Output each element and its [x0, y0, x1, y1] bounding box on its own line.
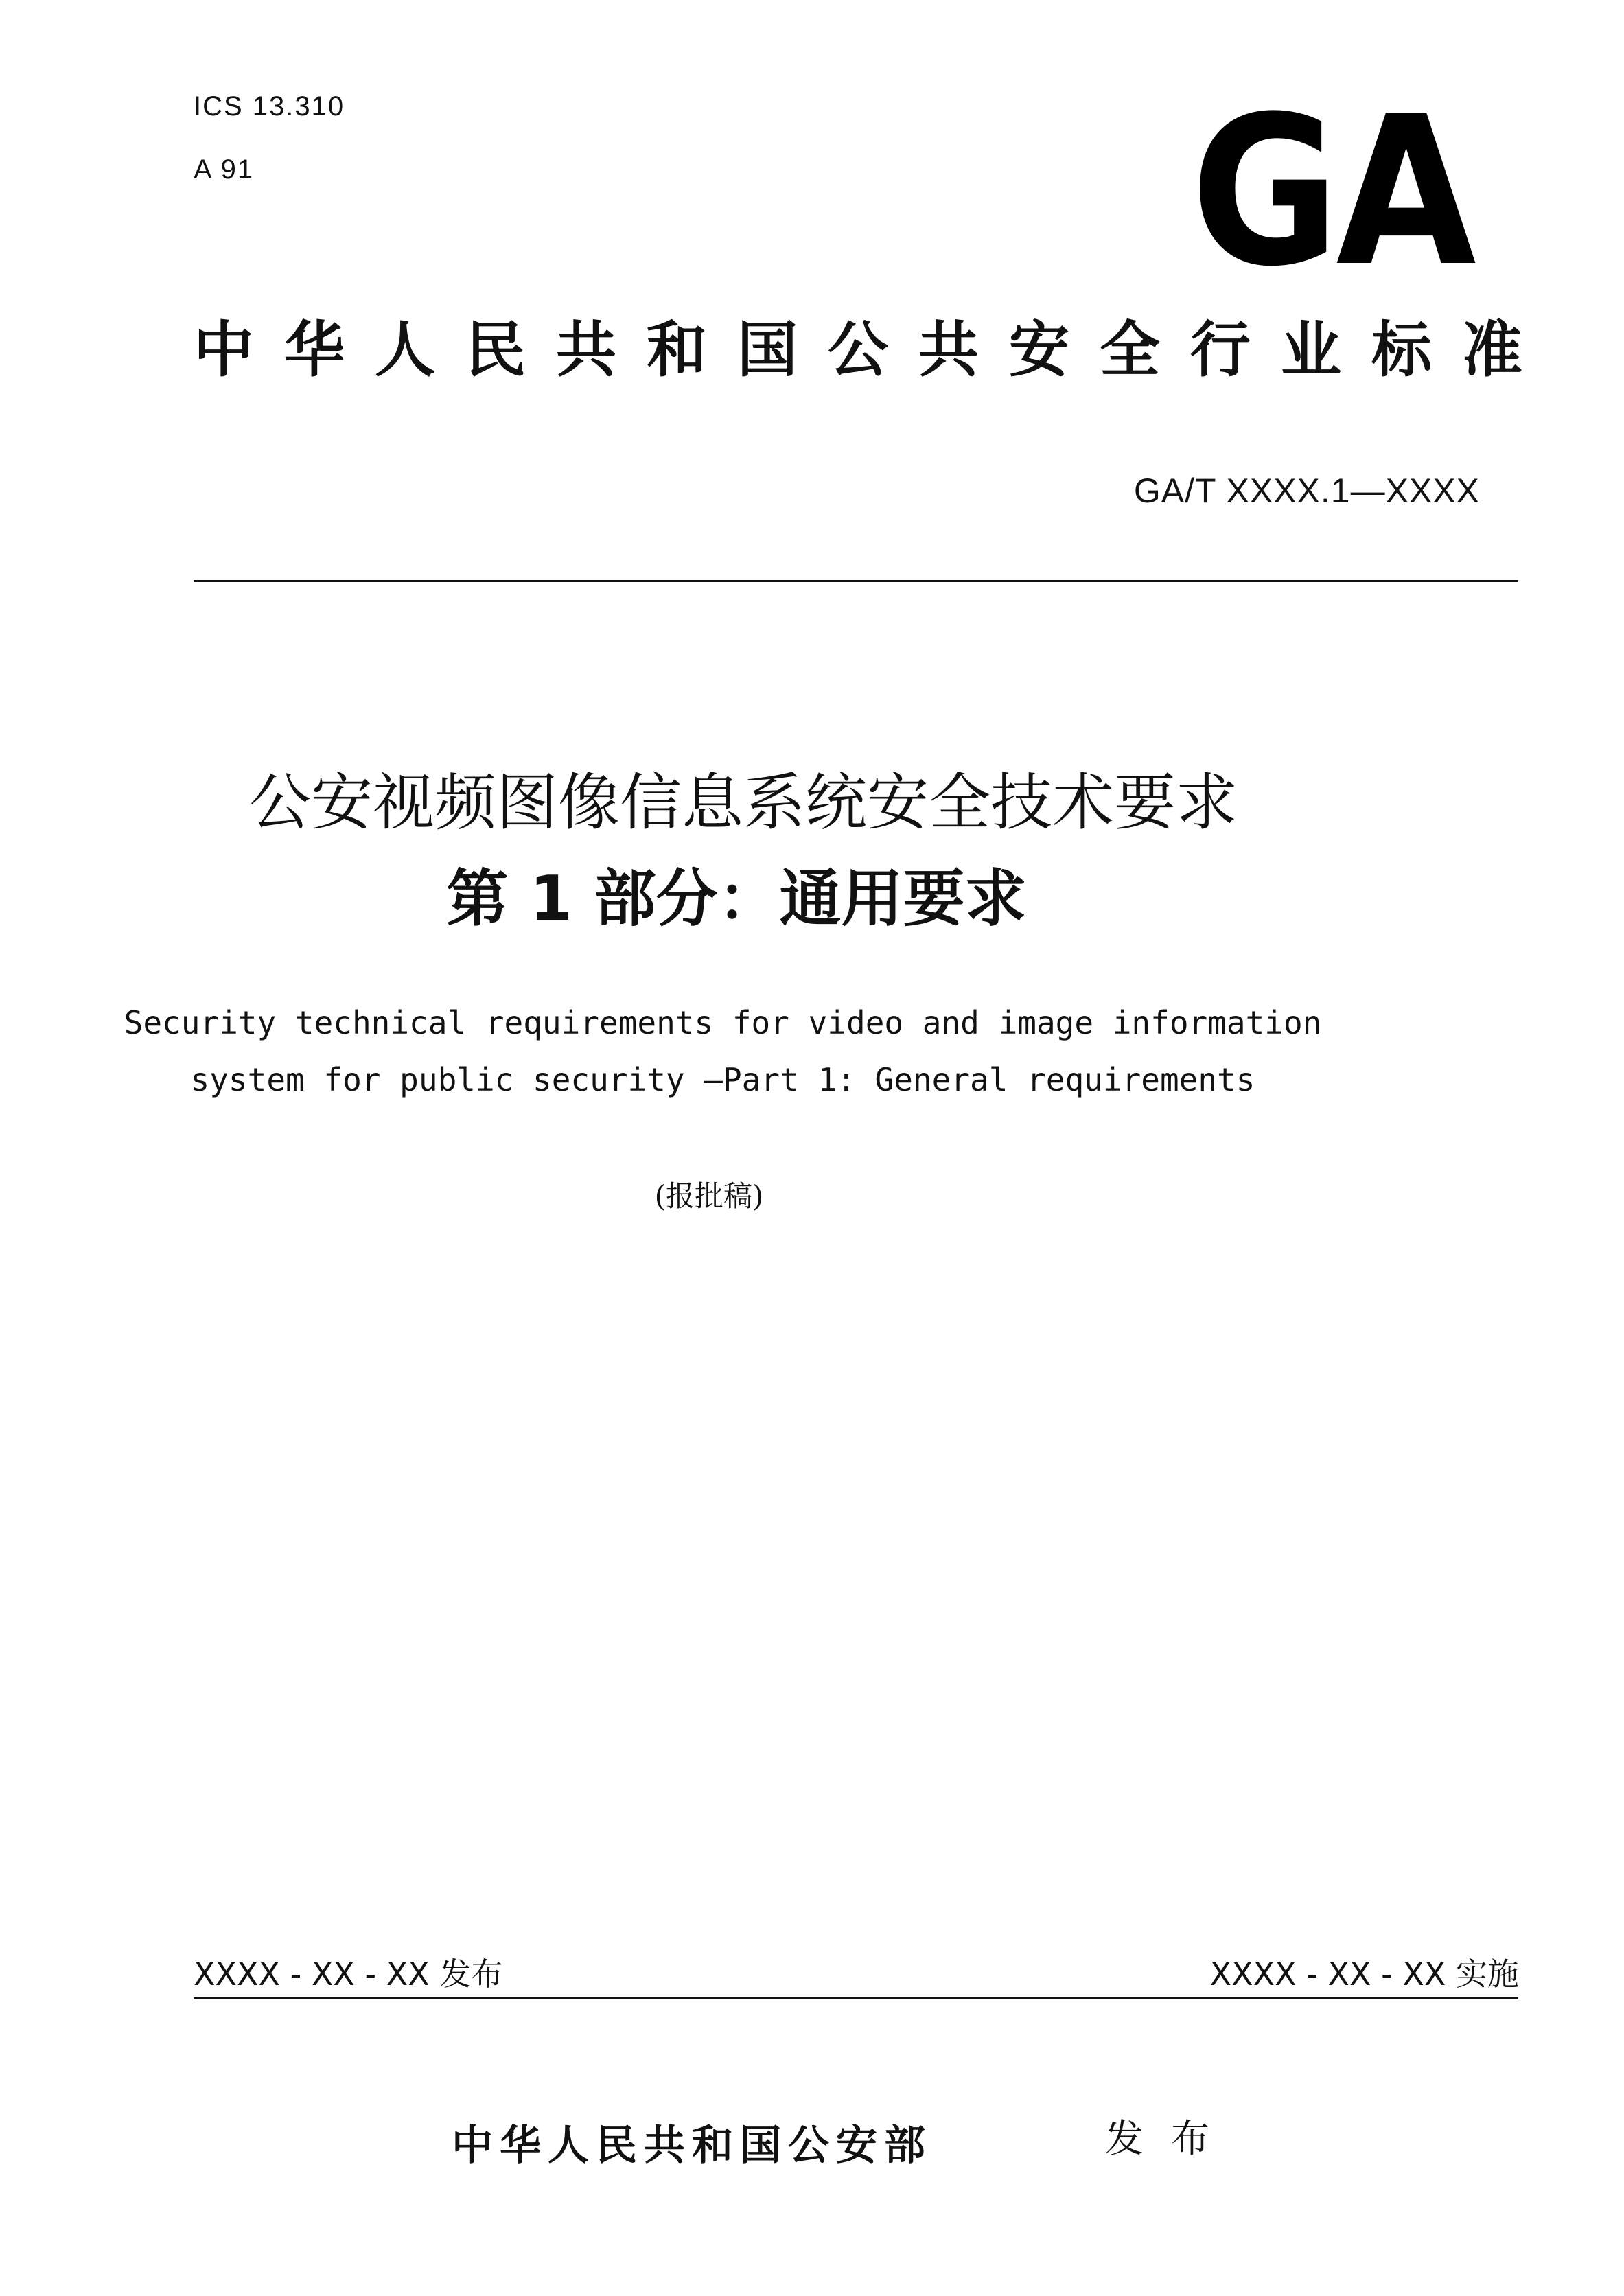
ics-code: ICS 13.310 — [194, 91, 345, 121]
issue-date: XXXX - XX - XX 发布 — [194, 1956, 503, 1993]
header-divider — [194, 580, 1518, 582]
ccs-code: A 91 — [194, 154, 255, 185]
document-title-cn-line1: 公安视频图像信息系统安全技术要求 — [249, 767, 1238, 839]
implementation-date: XXXX - XX - XX 实施 — [1209, 1956, 1519, 1993]
standard-number: GA/T XXXX.1—XXXX — [1133, 472, 1480, 510]
document-title-cn-line2: 第 1 部分：通用要求 — [446, 863, 1027, 935]
draft-status: (报批稿) — [654, 1179, 764, 1213]
industry-standard-title: 中华人民共和国公共安全行业标准 — [194, 314, 1553, 385]
document-title-en-line2: system for public security —Part 1: General requirements — [190, 1061, 1255, 1098]
ga-logo: GA — [1191, 72, 1473, 312]
publisher-name: 中华人民共和国公安部 — [452, 2122, 932, 2170]
publish-label: 发布 — [1105, 2117, 1237, 2161]
date-divider — [194, 1997, 1518, 1999]
document-title-en-line1: Security technical requirements for video and image information — [124, 1004, 1322, 1041]
